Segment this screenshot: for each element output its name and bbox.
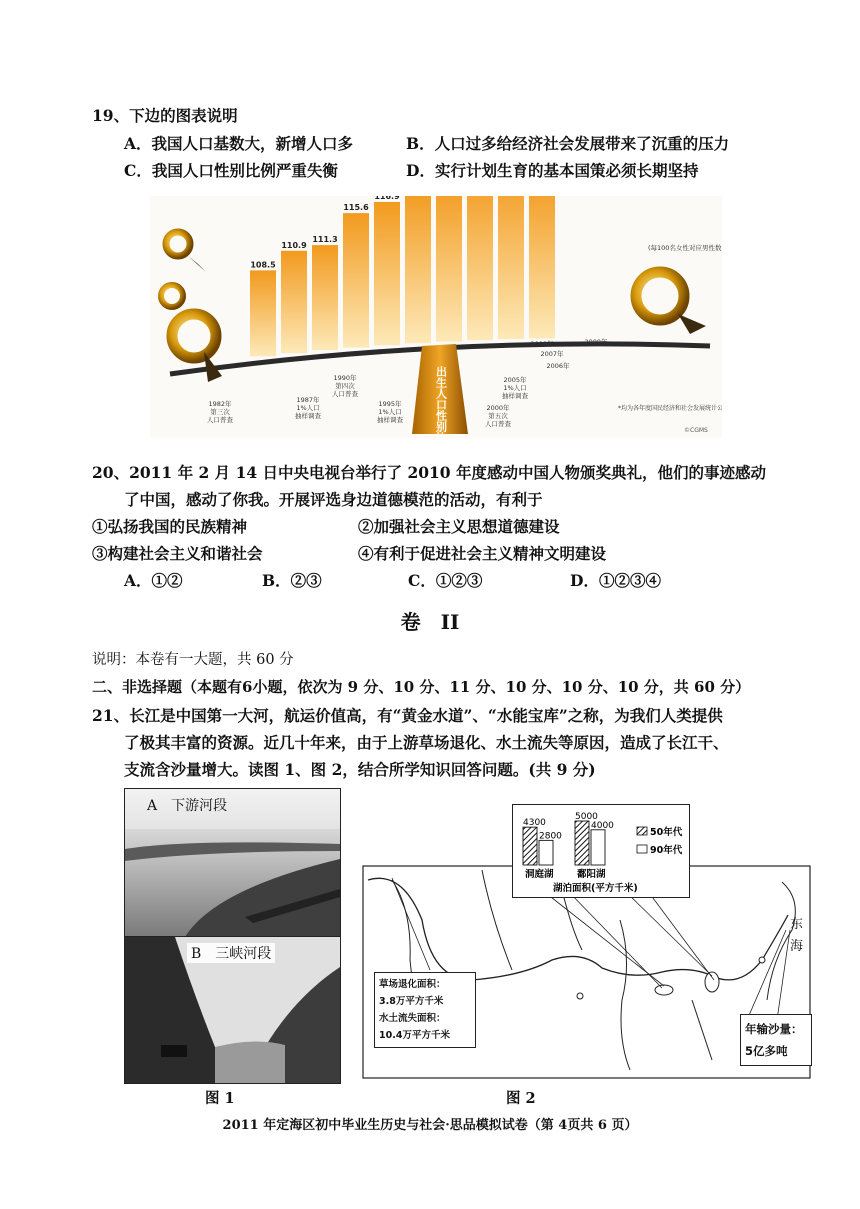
sex-ratio-chart	[150, 196, 722, 438]
photo-b-three-gorges	[124, 936, 341, 1084]
lake-dongting	[655, 985, 673, 995]
sediment-box	[740, 1014, 812, 1066]
q21-line3: 支流含沙量增大。读图 1、图 2，结合所学知识回答问题。(共 9 分)	[124, 760, 596, 779]
photo-a-downstream	[124, 788, 341, 938]
lake-bar-1-2	[539, 840, 553, 865]
bar-9	[498, 196, 524, 339]
fig2-map	[362, 800, 812, 1080]
lake-chart-svg	[513, 805, 689, 897]
legend-swatch-90s	[637, 845, 647, 853]
sea-label-1: 东	[790, 917, 804, 932]
year-label-4: 1995年 1%人口抽样调查	[377, 400, 403, 424]
bar-3	[312, 245, 338, 350]
q21-line2: 了极其丰富的资源。近几十年来，由于上游草场退化、水土流失等原因，造成了长江干、	[124, 733, 729, 752]
bar-2	[281, 251, 307, 353]
sediment-label: 年输沙量：	[745, 1022, 803, 1036]
lake-value-1-2: 2800	[539, 831, 562, 842]
sea-label-2: 海	[790, 939, 804, 954]
q19-option-c: C．我国人口性别比例严重失衡	[124, 161, 338, 180]
year-label-7: 2006年	[546, 362, 570, 370]
year-label-2: 1987年 1%人口抽样调查	[295, 396, 321, 420]
bar-8	[467, 196, 493, 340]
q20-option-b: B．②③	[262, 571, 322, 590]
page-footer: 2011 年定海区初中毕业生历史与社会·思品模拟试卷（第 4页共 6 页）	[222, 1118, 638, 1133]
info-line-1: 草场退化面积：	[379, 979, 446, 990]
info-line-3: 水土流失面积：	[379, 1013, 446, 1024]
info-line-2: 3.8万平方千米	[379, 996, 444, 1007]
chart-svg	[150, 196, 722, 438]
chart-footnote: *均为各年度国民经济和社会发展统计公	[618, 405, 722, 412]
info-line-4: 10.4万平方千米	[379, 1030, 450, 1041]
lake-bar-2-1	[575, 821, 589, 865]
q20-stem-line1: 20、2011 年 2 月 14 日中央电视台举行了 2010 年度感动中国人物颁奖典礼，他们的事迹感动	[92, 463, 766, 482]
year-label-8: 2007年	[540, 350, 564, 358]
year-label-9: 2008年	[530, 340, 554, 348]
lake-value-1-1: 4300	[523, 818, 546, 829]
section-note: 说明：本卷有一大题，共 60 分	[92, 652, 294, 668]
bar-value-label-1: 108.5	[250, 260, 276, 270]
year-label-3: 1990年第四次人口普查	[332, 374, 358, 398]
lake-bar-1-1	[523, 827, 537, 865]
q20-item-4: ④有利于促进社会主义精神文明建设	[358, 544, 607, 563]
bar-value-label-2: 110.9	[281, 240, 307, 250]
bar-10	[529, 196, 555, 338]
q20-item-1: ①弘扬我国的民族精神	[92, 517, 248, 536]
center-label: 出生人口性别比	[434, 366, 448, 438]
q20-option-a: A．①②	[124, 571, 183, 590]
bar-1	[250, 270, 276, 356]
year-label-10: 2009年	[584, 338, 608, 346]
bar-7	[436, 196, 462, 342]
chart-credit: ©CGMS	[684, 427, 708, 434]
bar-4	[343, 213, 369, 347]
sediment-value: 5亿多吨	[745, 1044, 788, 1058]
q20-item-3: ③构建社会主义和谐社会	[92, 544, 263, 563]
year-label-5: 2000年第五次人口普查	[485, 404, 511, 428]
section-heading: 二、非选择题（本题有6小题，依次为 9 分、10 分、11 分、10 分、10 分、10 分，共 60 分）	[92, 678, 751, 696]
q19-option-d: D．实行计划生育的基本国策必须长期坚持	[406, 161, 699, 180]
year-label-1: 1982年第三次人口普查	[207, 400, 233, 424]
lake-chart-title: 湖泊面积(平方千米)	[553, 883, 638, 894]
lake-bar-2-2	[591, 830, 605, 865]
q19-stem: 19、下边的图表说明	[92, 106, 238, 125]
lake-name-1: 洞庭湖	[525, 869, 554, 880]
bar-5	[374, 202, 400, 345]
photo-b-label: B 三峡河段	[187, 943, 275, 963]
unit-note: (每100名女性对应男性数)	[648, 244, 722, 252]
bar-value-label-5: 116.9	[374, 196, 400, 201]
q19-option-a: A．我国人口基数大，新增人口多	[124, 134, 354, 153]
east-sea-label	[790, 914, 803, 958]
lake-value-2-1: 5000	[575, 812, 598, 822]
fig1-caption: 图 1	[205, 1090, 235, 1107]
q20-item-2: ②加强社会主义思想道德建设	[358, 517, 560, 536]
soil-info-box	[374, 972, 476, 1048]
lake-poyang	[705, 972, 719, 992]
bar-6	[405, 196, 431, 343]
legend-50s: 50年代	[650, 827, 683, 838]
lake-area-chart	[512, 804, 690, 898]
bar-value-label-4: 115.6	[343, 203, 369, 213]
fig2-caption: 图 2	[506, 1090, 536, 1107]
bar-value-label-3: 111.3	[312, 235, 338, 245]
photo-a-label: A 下游河段	[147, 798, 228, 814]
legend-90s: 90年代	[650, 845, 683, 856]
lake-name-2: 鄱阳湖	[577, 869, 606, 880]
q20-option-c: C．①②③	[408, 571, 483, 590]
lake-value-2-2: 4000	[591, 820, 614, 831]
q20-option-d: D．①②③④	[570, 571, 661, 590]
q19-option-b: B．人口过多给经济社会发展带来了沉重的压力	[406, 134, 730, 153]
q20-stem-line2: 了中国，感动了你我。开展评选身边道德模范的活动，有利于	[124, 490, 543, 509]
q21-line1: 21、长江是中国第一大河，航运价值高，有“黄金水道”、“水能宝库”之称，为我们人类提供	[92, 706, 723, 725]
section-title: 卷 II	[400, 610, 460, 634]
year-label-6: 2005年 1%人口抽样调查	[502, 376, 528, 400]
legend-swatch-50s	[637, 827, 647, 835]
